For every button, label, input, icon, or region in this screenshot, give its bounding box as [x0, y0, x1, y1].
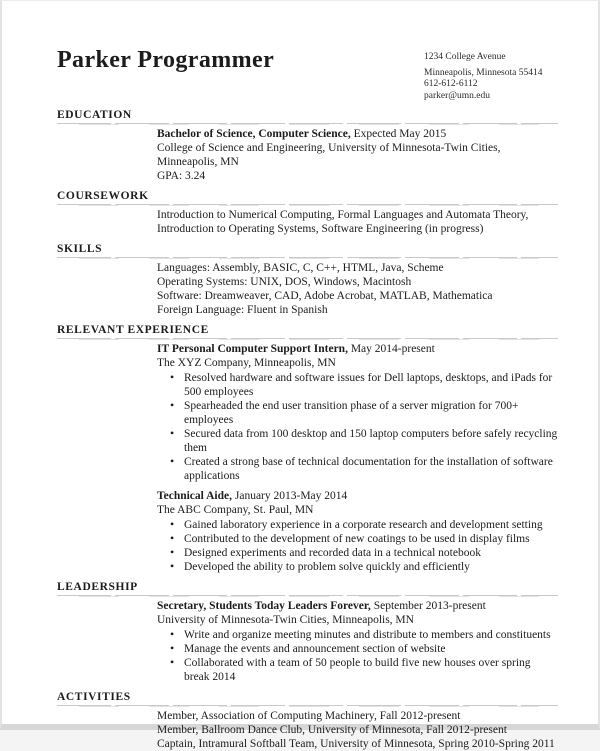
contact-city-state-zip: Minneapolis, Minnesota 55414 [424, 67, 543, 78]
job-bullet-list [157, 518, 558, 574]
experience-body [157, 342, 558, 574]
skills-line-languages: Languages: Assembly, BASIC, C, C++, HTML, Java, Scheme [157, 262, 444, 274]
section-divider [57, 257, 558, 259]
job-entry-technical-aide [157, 489, 558, 574]
job-entry-it-support-intern [157, 342, 558, 483]
contact-email: parker@umn.edu [424, 90, 490, 101]
bullet-item: • Gained laboratory experience in a corporate research and development setting [157, 518, 558, 532]
job-organization: The XYZ Company, Minneapolis, MN [157, 357, 336, 369]
education-body [157, 127, 558, 183]
contact-phone: 612-612-6112 [424, 79, 478, 89]
activities-line: Member, Ballroom Dance Club, University of Minnesota, Fall 2012-present [157, 724, 507, 736]
coursework-text: Introduction to Numerical Computing, Formal Languages and Automata Theory, Introduction to Operating Systems, Software Engineering (in progress) [157, 209, 529, 235]
bullet-item: • Write and organize meeting minutes and distribute to members and constituents [157, 628, 558, 642]
section-coursework [57, 190, 558, 236]
section-heading-leadership: LEADERSHIP [57, 581, 138, 593]
page-content [2, 1, 598, 751]
leadership-title-line [157, 599, 558, 613]
section-divider [57, 204, 558, 206]
leadership-bullet-list [157, 628, 558, 684]
bullet-item: • Designed experiments and recorded data in a technical notebook [157, 546, 558, 560]
job-bullet-list [157, 371, 558, 483]
education-date: Expected May 2015 [353, 128, 447, 140]
skills-body [157, 261, 558, 317]
bullet-item: • Developed the ability to problem solve quickly and efficiently [157, 560, 558, 574]
bullet-item: • Spearheaded the end user transition phase of a server migration for 700+ employees [157, 399, 558, 427]
bullet-item: • Contributed to the development of new coatings to be used in display films [157, 532, 558, 546]
page-title: Parker Programmer [57, 47, 275, 73]
bullet-item: • Secured data from 100 desktop and 150 laptop computers before safely recycling them [157, 427, 558, 455]
section-activities [57, 691, 558, 751]
section-leadership [57, 581, 558, 684]
bullet-item: • Manage the events and announcement section of website [157, 642, 558, 656]
section-relevant-experience [57, 324, 558, 574]
section-skills [57, 243, 558, 317]
skills-line-operating-systems: Operating Systems: UNIX, DOS, Windows, Macintosh [157, 276, 412, 288]
bullet-item: • Created a strong base of technical documentation for the installation of software applications [157, 455, 558, 483]
job-organization: The ABC Company, St. Paul, MN [157, 504, 314, 516]
education-school: College of Science and Engineering, University of Minnesota-Twin Cities, Minneapolis, MN [157, 142, 501, 168]
leadership-organization: University of Minnesota-Twin Cities, Minneapolis, MN [157, 614, 414, 626]
resume-header [57, 47, 558, 102]
contact-block [424, 52, 558, 102]
section-heading-education: EDUCATION [57, 109, 132, 121]
activities-body [157, 709, 558, 751]
education-gpa: GPA: 3.24 [157, 170, 206, 182]
activities-line: Captain, Intramural Softball Team, University of Minnesota, Spring 2010-Spring 2011 [157, 738, 555, 750]
contact-address: 1234 College Avenue [424, 52, 506, 62]
section-heading-skills: SKILLS [57, 243, 103, 255]
section-divider [57, 338, 558, 340]
education-degree: Bachelor of Science, Computer Science, [157, 128, 351, 140]
job-title: IT Personal Computer Support Intern, [157, 343, 348, 355]
skills-line-foreign-language: Foreign Language: Fluent in Spanish [157, 304, 328, 316]
job-title-line [157, 342, 558, 356]
bullet-item: • Collaborated with a team of 50 people to build five new houses over spring break 2014 [157, 656, 558, 684]
education-degree-line [157, 127, 558, 141]
section-divider [57, 123, 558, 125]
section-divider [57, 595, 558, 597]
bullet-item: • Resolved hardware and software issues for Dell laptops, desktops, and iPads for 500 employees [157, 371, 558, 399]
leadership-dates: September 2013-present [373, 600, 486, 612]
job-dates: January 2013-May 2014 [234, 490, 348, 502]
section-heading-coursework: COURSEWORK [57, 190, 149, 202]
job-title-line [157, 489, 558, 503]
job-title: Technical Aide, [157, 490, 232, 502]
coursework-body [157, 208, 558, 236]
section-education [57, 109, 558, 183]
skills-line-software: Software: Dreamweaver, CAD, Adobe Acrobat, MATLAB, Mathematica [157, 290, 493, 302]
section-heading-relevant-experience: RELEVANT EXPERIENCE [57, 324, 209, 336]
job-dates: May 2014-present [350, 343, 435, 355]
activities-line: Member, Association of Computing Machinery, Fall 2012-present [157, 710, 461, 722]
section-heading-activities: ACTIVITIES [57, 691, 131, 703]
leadership-title: Secretary, Students Today Leaders Forever, [157, 600, 371, 612]
leadership-body [157, 599, 558, 684]
section-divider [57, 705, 558, 707]
